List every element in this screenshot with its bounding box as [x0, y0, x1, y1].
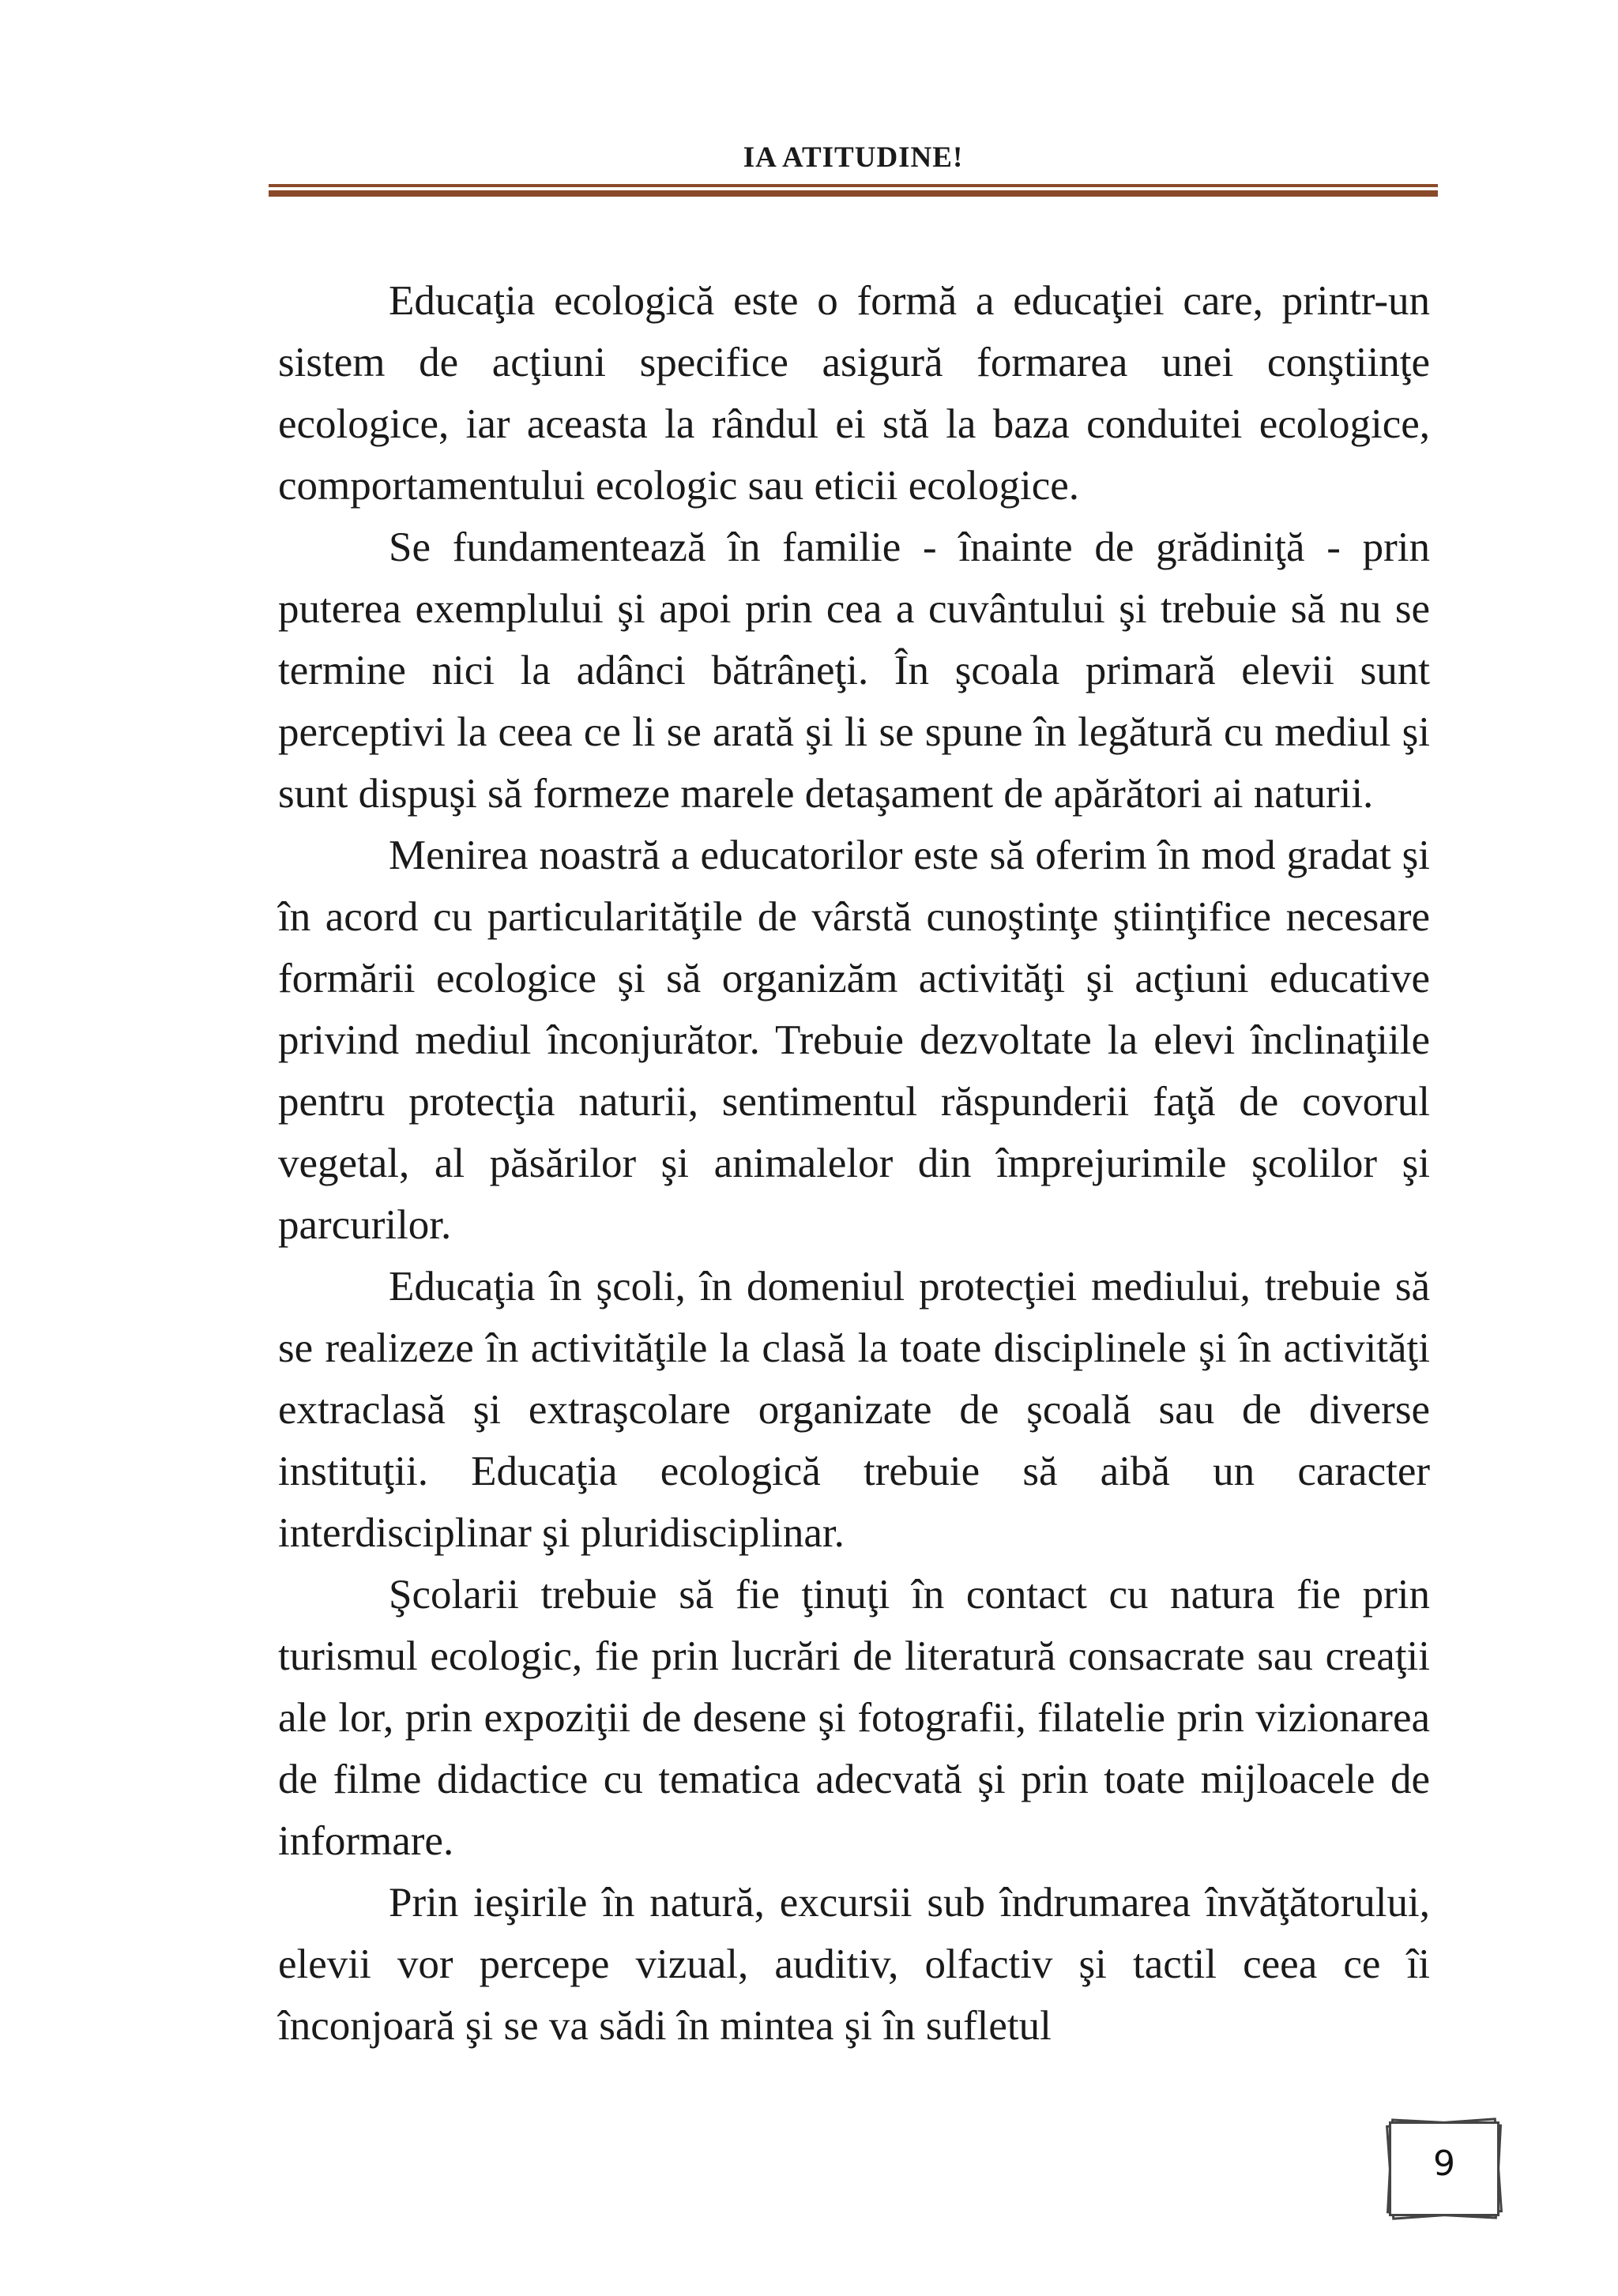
body-text: [278, 270, 1430, 2057]
paragraph: Şcolarii trebuie să fie ţinuţi în contact cu natura fie prin turismul ecologic, fie prin lucrări de literatură consacrate sau creaţii ale lor, prin expoziţii de desene şi fotografii, filatelie prin vizionarea de filme didactice cu tematica adecvată şi prin toate mijloacele de informare.: [278, 1572, 1430, 1864]
paragraph: Educaţia în şcoli, în domeniul protecţiei mediului, trebuie să se realizeze în activităţile la clasă la toate disciplinele şi în activităţi extraclasă şi extraşcolare organizate de şcoală sau de diverse instituţii. Educaţia ecologică trebuie să aibă un caracter interdisciplinar şi pluridisciplinar.: [278, 1264, 1430, 1556]
paragraph: Menirea noastră a educatorilor este să oferim în mod gradat şi în acord cu particularităţile de vârstă cunoştinţe ştiinţifice necesare formării ecologice şi să organizăm activităţi şi acţiuni educative privind mediul înconjurător. Trebuie dezvoltate la elevi înclinaţiile pentru protecţia naturii, sentimentul răspunderii faţă de covorul vegetal, al păsărilor şi animalelor din împrejurimile şcolilor şi parcurilor.: [278, 832, 1430, 1248]
header-divider-thick-line: [269, 190, 1438, 197]
paragraph: Prin ieşirile în natură, excursii sub îndrumarea învăţătorului, elevii vor percepe vizual, auditiv, olfactiv şi tactil ceea ce îi înconjoară şi se va sădi în mintea şi în sufletul: [278, 1880, 1430, 2049]
header-divider-thin-line: [269, 184, 1438, 187]
page-header-title: IA ATITUDINE!: [743, 141, 964, 174]
paragraph: Se fundamentează în familie - înainte de grădiniţă - prin puterea exemplului şi apoi prin cea a cuvântului şi trebuie să nu se termine nici la adânci bătrâneţi. În şcoala primară elevii sunt perceptivi la ceea ce li se arată şi li se spune în legătură cu mediul şi sunt dispuşi să formeze marele detaşament de apărători ai naturii.: [278, 524, 1430, 817]
page-number: 9: [1433, 2144, 1455, 2184]
paragraph: Educaţia ecologică este o formă a educaţiei care, printr-un sistem de acţiuni specifice asigură formarea unei conştiinţe ecologice, iar aceasta la rândul ei stă la baza conduitei ecologice, comportamentului ecologic sau eticii ecologice.: [278, 278, 1430, 509]
header-divider: [269, 184, 1438, 197]
page-number-badge: [1375, 2107, 1514, 2230]
